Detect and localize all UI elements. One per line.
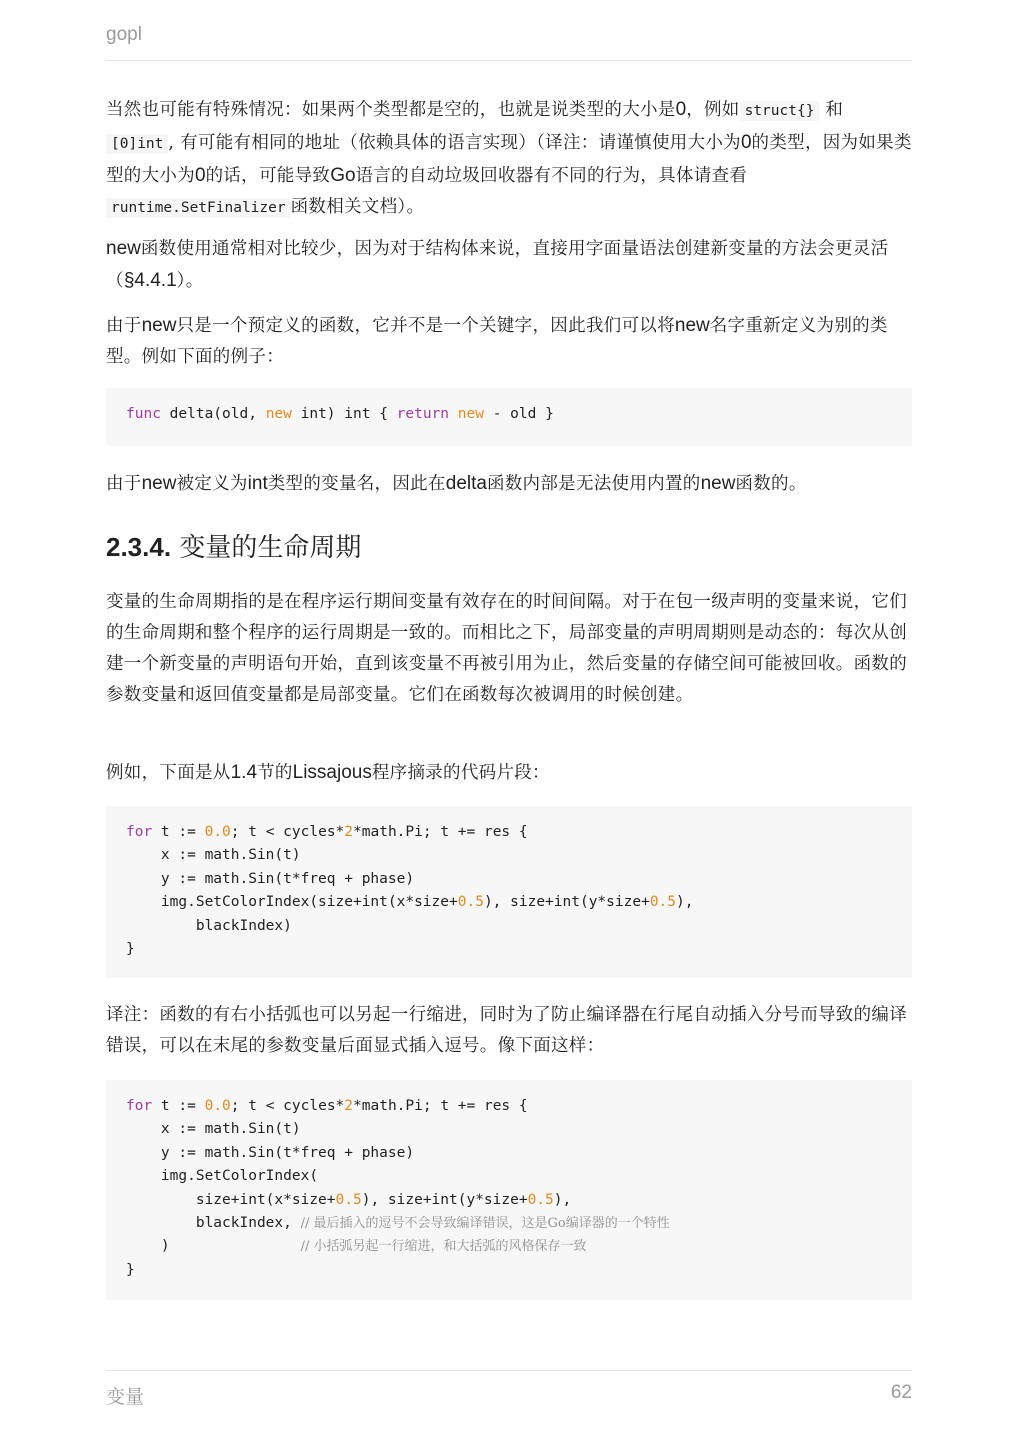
code-comment: // 最后插入的逗号不会导致编译错误，这是Go编译器的一个特性 bbox=[300, 1216, 670, 1232]
code-comment: // 小括弧另起一行缩进，和大括弧的风格保存一致 bbox=[300, 1239, 587, 1255]
footer-page-number: 62 bbox=[890, 1382, 912, 1403]
paragraph-translator-note: 译注：函数的有右小括弧也可以另起一行缩进，同时为了防止编译器在行尾自动插入分号而导致的编译错误，可以在末尾的参数变量后面显式插入逗号。像下面这样： bbox=[106, 1005, 907, 1056]
paragraph-empty-type-address: 当然也可能有特殊情况：如果两个类型都是空的，也就是说类型的大小是0，例如 struct{} 和 [0]int , 有可能有相同的地址（依赖具体的语言实现）（译注：请谨慎使用大小为0的类型，因为如果类型的大小为0的话，可能导致Go语言的自动垃圾回收器有不同的行为，具体请查看runtime.SetFinalizer 函数相关文档）。 bbox=[106, 99, 912, 217]
inline-code-array: [0]int bbox=[106, 134, 168, 154]
code-block-trailing-comma: for t := 0.0; t < cycles*2*math.Pi; t += res { x := math.Sin(t) y := math.Sin(t*freq + phase) img.SetColorIndex( size+int(x*size+0.5), size+int(y*size+0.5), blackIndex, // 最后插入的逗号不会导致编译错误，这是Go编译器的一个特性 ) // 小括弧另起一行缩进，和大括弧的风格保存一致 } bbox=[106, 1080, 912, 1300]
paragraph-new-usage: new函数使用通常相对比较少，因为对于结构体来说，直接用字面量语法创建新变量的方法会更灵活（§4.4.1）。 bbox=[106, 238, 889, 291]
code-block-delta: func delta(old, new int) int { return new - old } bbox=[106, 388, 912, 446]
footer-chapter: 变量 bbox=[106, 1386, 145, 1408]
paragraph-new-shadow: 由于new被定义为int类型的变量名，因此在delta函数内部是无法使用内置的new函数的。 bbox=[106, 473, 807, 494]
paragraph-example-intro: 例如，下面是从1.4节的Lissajous程序摘录的代码片段： bbox=[106, 762, 550, 783]
code-block-lissajous: for t := 0.0; t < cycles*2*math.Pi; t += res { x := math.Sin(t) y := math.Sin(t*freq + phase) img.SetColorIndex(size+int(x*size+0.5), size+int(y*size+0.5), blackIndex) } bbox=[106, 806, 912, 978]
footer-divider bbox=[106, 1370, 912, 1371]
header-divider bbox=[106, 60, 912, 61]
section-link[interactable]: §4.4.1 bbox=[123, 270, 177, 291]
header-title: gopl bbox=[106, 24, 142, 45]
inline-code-setfinalizer: runtime.SetFinalizer bbox=[106, 198, 291, 218]
section-heading: 2.3.4. 变量的生命周期 bbox=[106, 532, 362, 563]
paragraph-lifetime: 变量的生命周期指的是在程序运行期间变量有效存在的时间间隔。对于在包一级声明的变量来说，它们的生命周期和整个程序的运行周期是一致的。而相比之下，局部变量的声明周期则是动态的：每次从创建一个新变量的声明语句开始，直到该变量不再被引用为止，然后变量的存储空间可能被回收。函数的参数变量和返回值变量都是局部变量。它们在函数每次被调用的时候创建。 bbox=[106, 592, 907, 705]
inline-code-struct: struct{} bbox=[740, 101, 820, 121]
paragraph-new-redefine: 由于new只是一个预定义的函数，它并不是一个关键字，因此我们可以将new名字重新定义为别的类型。例如下面的例子： bbox=[106, 315, 888, 367]
